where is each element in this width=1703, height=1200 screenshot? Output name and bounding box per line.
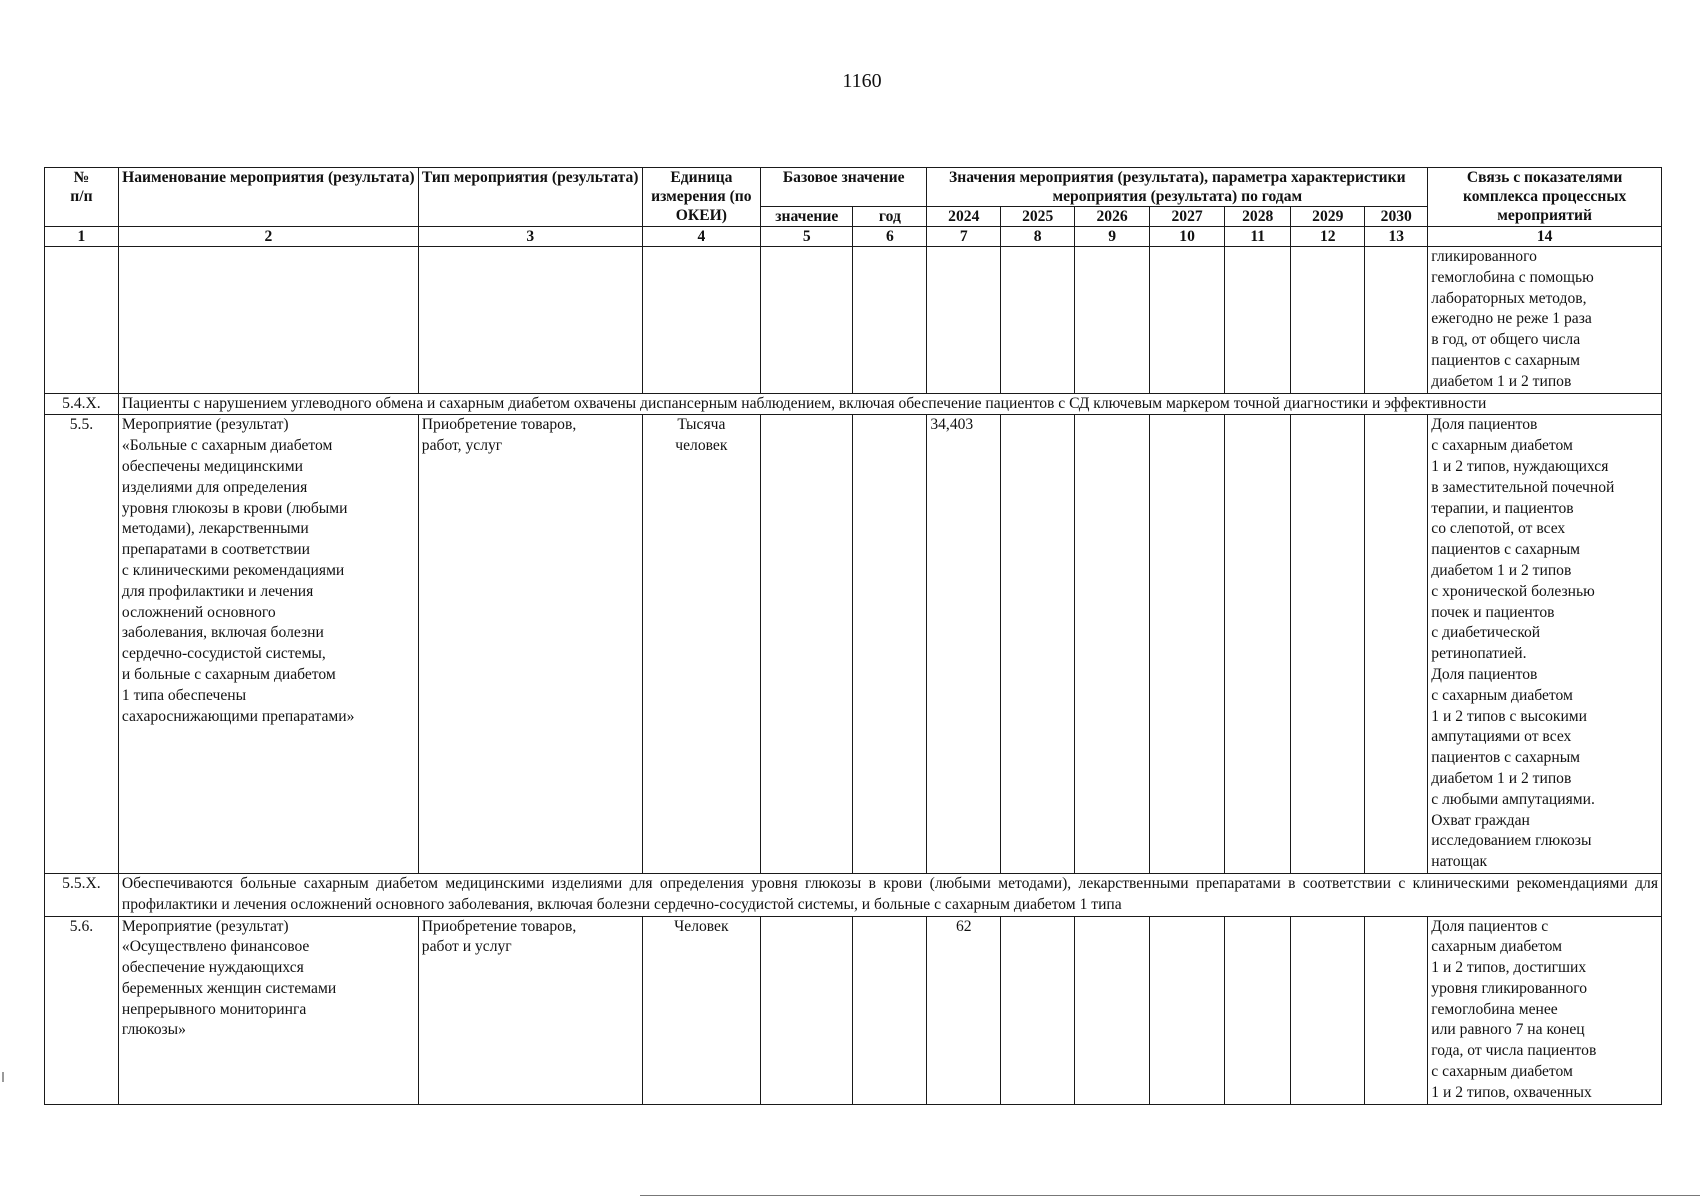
row-number: 5.6. bbox=[45, 916, 119, 1104]
header-values: Значения мероприятия (результата), параметра характеристики мероприятия (результата) по годам bbox=[927, 168, 1428, 207]
header-type: Тип мероприятия (результата) bbox=[418, 168, 642, 227]
row-number: 5.4.Х. bbox=[45, 393, 119, 415]
header-year-2024: 2024 bbox=[927, 207, 1001, 227]
column-number: 2 bbox=[118, 227, 418, 247]
column-number: 10 bbox=[1150, 227, 1225, 247]
table-row-5-5 bbox=[45, 415, 1662, 874]
link-cell: гликированного гемоглобина с помощью лабораторных методов, ежегодно не реже 1 раза в год, от общего числа пациентов с сахарным диабетом 1 и 2 типов bbox=[1428, 247, 1662, 394]
header-link: Связь с показателями комплекса процессных мероприятий bbox=[1428, 168, 1662, 227]
column-numbers-row bbox=[45, 227, 1662, 247]
row-number: 5.5. bbox=[45, 415, 119, 874]
header-year-2027: 2027 bbox=[1150, 207, 1225, 227]
table-row-5-5-x bbox=[45, 873, 1662, 916]
measure-name: Мероприятие (результат) «Осуществлено финансовое обеспечение нуждающихся беременных женщин системами непрерывного мониторинга глюкозы» bbox=[118, 916, 418, 1104]
header-year-2029: 2029 bbox=[1291, 207, 1365, 227]
row-number: 5.5.Х. bbox=[45, 873, 119, 916]
value-2024: 62 bbox=[927, 916, 1001, 1104]
header-year-2030: 2030 bbox=[1365, 207, 1428, 227]
table-row-continuation bbox=[45, 247, 1662, 394]
measure-type: Приобретение товаров, работ и услуг bbox=[418, 916, 642, 1104]
measure-unit: Человек bbox=[642, 916, 760, 1104]
column-number: 13 bbox=[1365, 227, 1428, 247]
column-number: 5 bbox=[761, 227, 853, 247]
column-number: 3 bbox=[418, 227, 642, 247]
header-year-2028: 2028 bbox=[1225, 207, 1291, 227]
table-row-5-6 bbox=[45, 916, 1662, 1104]
scan-edge-line bbox=[640, 1195, 1700, 1196]
header-year-2025: 2025 bbox=[1001, 207, 1075, 227]
table-row-5-4-x bbox=[45, 393, 1662, 415]
column-number: 4 bbox=[642, 227, 760, 247]
column-number: 14 bbox=[1428, 227, 1662, 247]
link-cell: Доля пациентов с сахарным диабетом 1 и 2 типов, нуждающихся в заместительной почечной терапии, и пациентов со слепотой, от всех пациентов с сахарным диабетом 1 и 2 типов с хронической болезнью почек и пациентов с диабетической ретинопатией. Доля пациентов с сахарным диабетом 1 и 2 типов с высокими ампутациями от всех пациентов с сахарным диабетом 1 и 2 типов с любыми ампутациями. Охват граждан исследованием глюкозы натощак bbox=[1428, 415, 1662, 874]
header-no: № п/п bbox=[45, 168, 119, 227]
header-unit: Единица измерения (по ОКЕИ) bbox=[642, 168, 760, 227]
column-number: 7 bbox=[927, 227, 1001, 247]
column-number: 9 bbox=[1075, 227, 1150, 247]
page-number: 1160 bbox=[842, 70, 882, 92]
column-number: 6 bbox=[853, 227, 927, 247]
column-number: 1 bbox=[45, 227, 119, 247]
measures-table bbox=[44, 167, 1662, 1105]
header-name: Наименование мероприятия (результата) bbox=[118, 168, 418, 227]
value-2024: 34,403 bbox=[927, 415, 1001, 874]
column-number: 12 bbox=[1291, 227, 1365, 247]
measure-unit: Тысяча человек bbox=[642, 415, 760, 874]
header-base-year: год bbox=[853, 207, 927, 227]
header-base: Базовое значение bbox=[761, 168, 927, 207]
measure-type: Приобретение товаров, работ, услуг bbox=[418, 415, 642, 874]
task-text: Обеспечиваются больные сахарным диабетом медицинскими изделиями для определения уровня глюкозы в крови (любыми методами), лекарственными препаратами в соответствии с клиническими рекомендациями для профилактики и лечения осложнений основного заболевания, включая болезни сердечно-сосудистой системы, и больные с сахарным диабетом 1 типа bbox=[118, 873, 1661, 916]
header-row-1 bbox=[45, 168, 1662, 207]
measure-name: Мероприятие (результат) «Больные с сахарным диабетом обеспечены медицинскими изделиями для определения уровня глюкозы в крови (любыми методами), лекарственными препаратами в соответствии с клиническими рекомендациями для профилактики и лечения осложнений основного заболевания, включая болезни сердечно-сосудистой системы, и больные с сахарным диабетом 1 типа обеспечены сахароснижающими препаратами» bbox=[118, 415, 418, 874]
header-year-2026: 2026 bbox=[1075, 207, 1150, 227]
header-base-value: значение bbox=[761, 207, 853, 227]
column-number: 8 bbox=[1001, 227, 1075, 247]
task-text: Пациенты с нарушением углеводного обмена и сахарным диабетом охвачены диспансерным наблюдением, включая обеспечение пациентов с СД ключевым маркером точной диагностики и эффективности bbox=[118, 393, 1661, 415]
scan-speck bbox=[2, 1072, 4, 1082]
column-number: 11 bbox=[1225, 227, 1291, 247]
link-cell: Доля пациентов с сахарным диабетом 1 и 2 типов, достигших уровня гликированного гемоглобина менее или равного 7 на конец года, от числа пациентов с сахарным диабетом 1 и 2 типов, охваченных bbox=[1428, 916, 1662, 1104]
